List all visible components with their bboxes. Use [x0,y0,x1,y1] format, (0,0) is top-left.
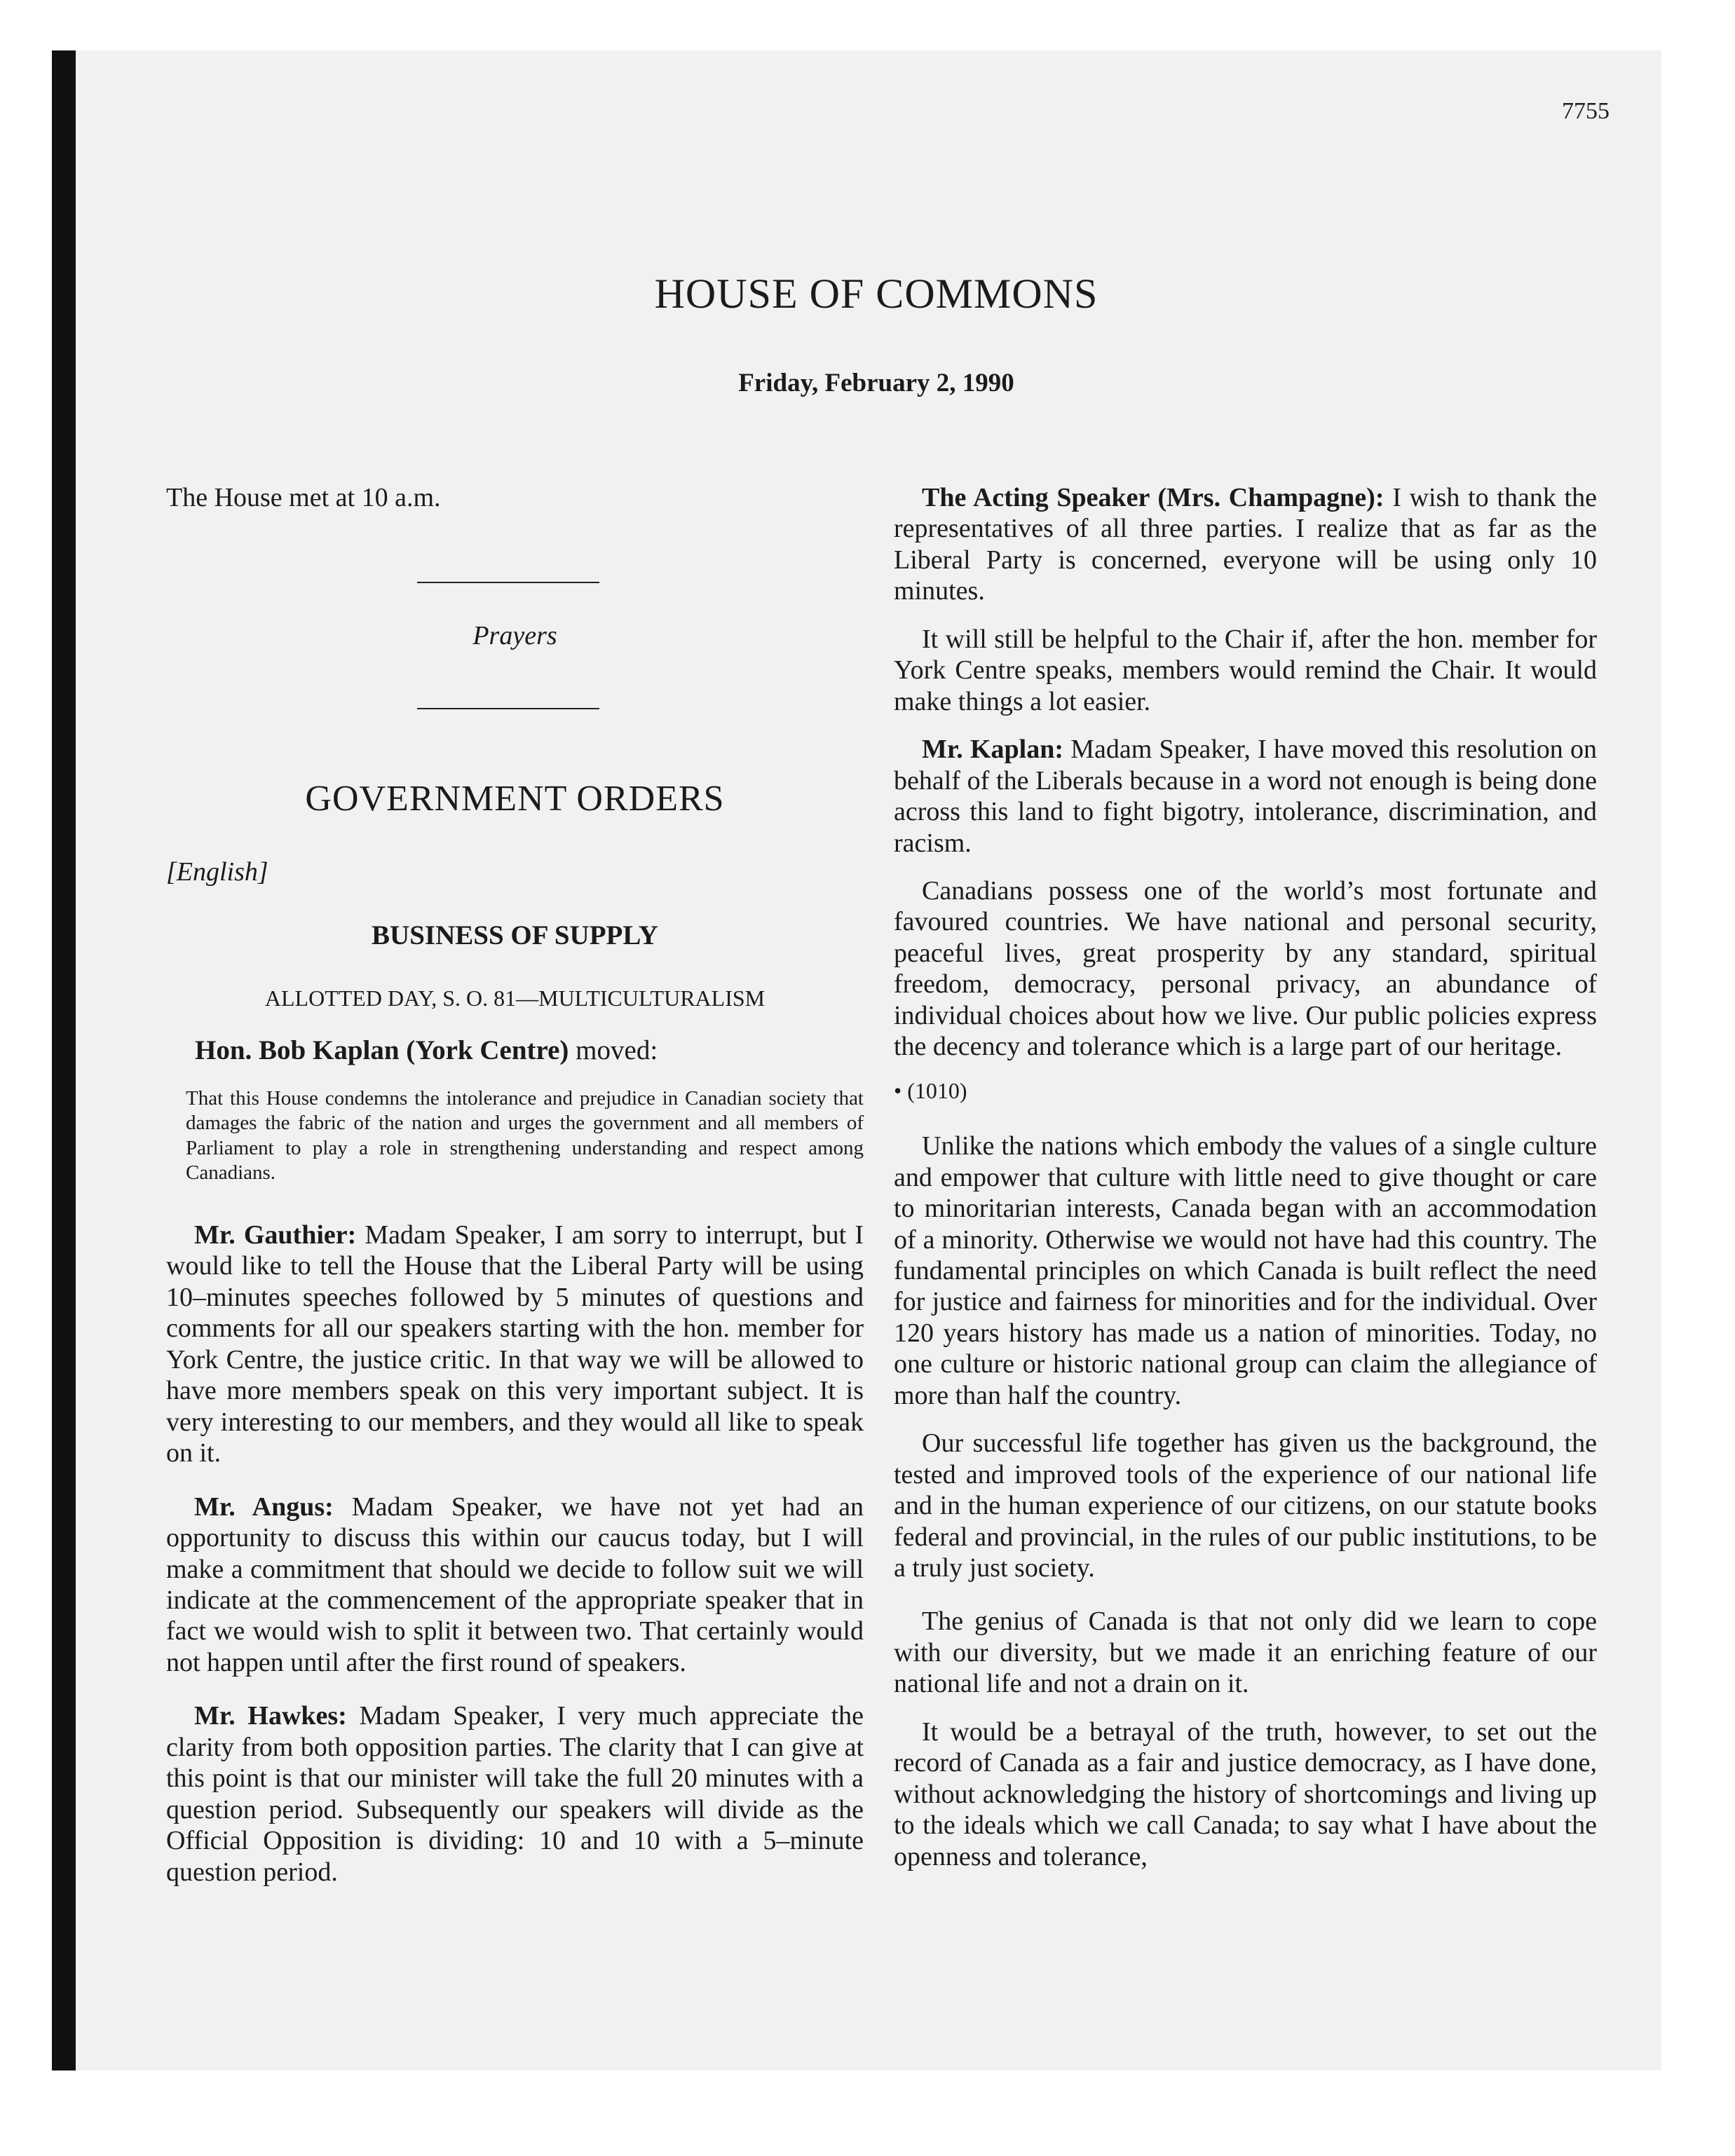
subsection-heading: BUSINESS OF SUPPLY [372,920,658,950]
speaker-name: Mr. Gauthier: [194,1220,357,1250]
speech-paragraph: Our successful life together has given us the background, the tested and improved tools of the experience of our national life and in the human experience of our citizens, on our statute books federal and provincial, in the rules of our public institutions, to be a truly just society. [894,1428,1597,1583]
speech-paragraph: Canadians possess one of the world’s most fortunate and favoured countries. We have national and personal security, peaceful lives, great prosperity by any standard, spiritual freedom, democracy, personal privacy, an abundance of individual choices about how we live. Our public policies express the decency and tolerance which is a large part of our heritage. [894,875,1597,1062]
speech-text: Madam Speaker, I very much appreciate the clarity from both opposition parties. The clarity that I can give at this point is that our minister will take the full 20 minutes with a question period. Subsequently our speakers will divide as the Official Opposition is dividing: 10 and 10 with a 5–minute question period. [166,1701,864,1887]
sitting-date: Friday, February 2, 1990 [738,369,1014,397]
allotted-day-heading: ALLOTTED DAY, S. O. 81—MULTICULTURALISM [264,985,766,1011]
time-marker: • (1010) [894,1077,967,1103]
speaker-name: Mr. Hawkes: [194,1701,347,1731]
scan-edge [52,50,76,2070]
motion-text: That this House condemns the intolerance and prejudice in Canadian society that damages the fabric of the nation and urges the government and all members of Parliament to play a role in strengthening understanding and respect among Canadians. [186,1087,864,1185]
speech-text: I wish to thank the representatives of all three parties. I realize that as far as the Liberal Party is concerned, everyone will be using only 10 minutes. [894,483,1597,606]
speech-paragraph: Unlike the nations which embody the values of a single culture and empower that culture with little need to give thought or care to minoritarian interests, Canada began with an accommodation of a minority. Otherwise we would not have had this country. The fundamental principles on which Canada is built reflect the need for justice and fairness for minorities and for the individual. Over 120 years history has made us a nation of minorities. Today, no one culture or historic national group can claim the allegiance of more than half the country. [894,1131,1597,1410]
speaker-name: Mr. Kaplan: [922,735,1064,765]
speech-text: Madam Speaker, I am sorry to interrupt, but I would like to tell the House that the Liberal Party will be using 10–minutes speeches followed by 5 minutes of questions and comments for all our speakers starting with the hon. member for York Centre, the justice critic. In that way we will be allowed to have more members speak on this very important subject. It is very interesting to our members, and they would all like to speak on it. [166,1220,864,1468]
speaker-name: Mr. Angus: [194,1492,334,1522]
speech-paragraph: It would be a betrayal of the truth, however, to set out the record of Canada as a fair and justice democracy, as I have done, without acknowledging the history of shortcomings and living up to the ideals which we call Canada; to say what I have about the openness and tolerance, [894,1717,1597,1871]
right-speeches [894,482,1597,1872]
mover-line [195,1035,864,1066]
mover-name: Hon. Bob Kaplan (York Centre) [195,1035,569,1065]
speech-paragraph [894,734,1597,859]
speech-paragraph: It will still be helpful to the Chair if, after the hon. member for York Centre speaks, members would remind the Chair. It would make things a lot easier. [894,624,1597,716]
section-heading: GOVERNMENT ORDERS [305,779,725,819]
language-marker: [English] [166,857,268,887]
speech-paragraph [166,1492,864,1679]
prayers-heading: Prayers [472,621,557,650]
divider [417,708,599,709]
speech-paragraph [166,1700,864,1888]
divider [417,582,599,583]
speech-text: Madam Speaker, we have not yet had an opportunity to discuss this within our caucus today, but I will make a commitment that should we decide to follow suit we will indicate at the commencement of the appropriate speaker that in fact we would wish to split it between two. That certainly would not happen until after the first round of speakers. [166,1492,864,1677]
page-title: HOUSE OF COMMONS [654,271,1098,317]
house-met-line: The House met at 10 a.m. [166,483,441,512]
left-speeches [166,1220,864,1888]
speech-paragraph [894,482,1597,607]
speech-paragraph [166,1220,864,1469]
mover-action: moved: [569,1035,658,1065]
speech-paragraph: The genius of Canada is that not only did we learn to cope with our diversity, but we made it an enriching feature of our national life and not a drain on it. [894,1606,1597,1699]
page-number: 7755 [1562,98,1610,124]
speech-text: Madam Speaker, I have moved this resolution on behalf of the Liberals because in a word not enough is being done across this land to fight bigotry, intolerance, discrimination, and racism. [894,735,1598,858]
speaker-name: The Acting Speaker (Mrs. Champagne): [922,483,1384,512]
